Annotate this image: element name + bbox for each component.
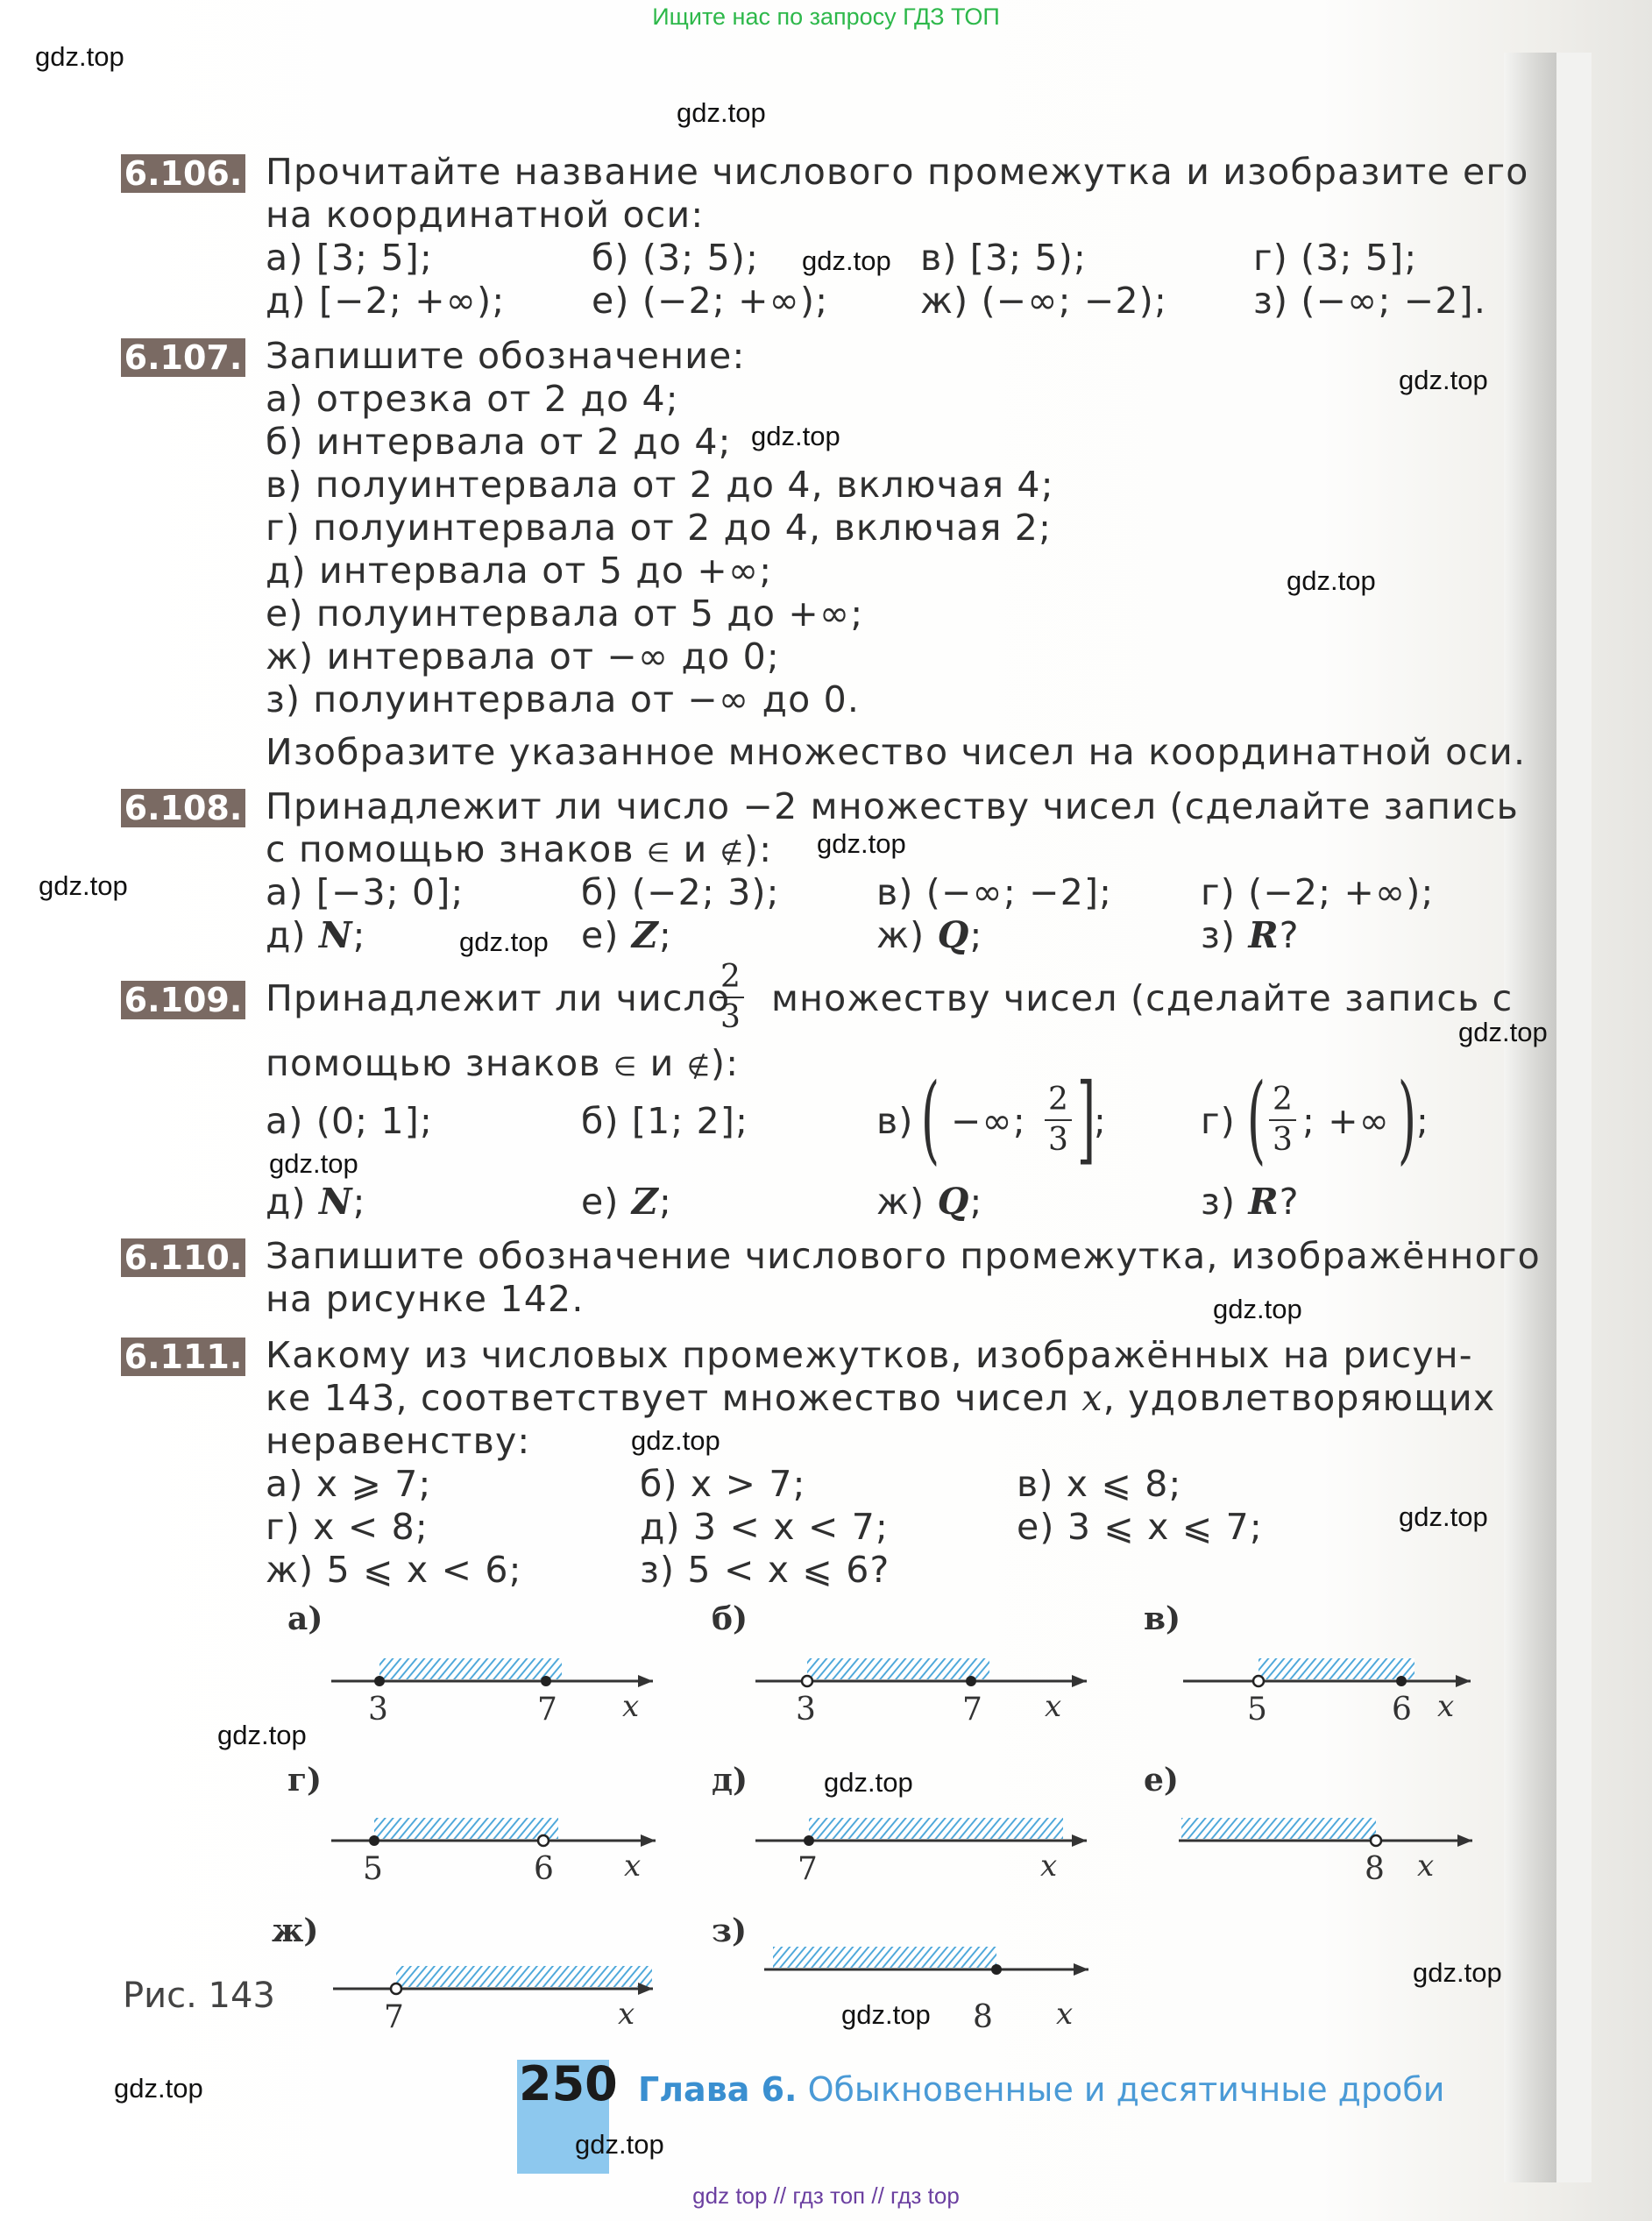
axis-arrow — [1456, 1675, 1471, 1687]
item-end: ; — [969, 1181, 983, 1223]
watermark: gdz.top — [39, 870, 128, 901]
item-letter: е) — [581, 914, 620, 956]
point-label: 8 — [1365, 1851, 1385, 1887]
axis-variable-label: x — [618, 1997, 635, 2032]
point-label: 7 — [384, 1999, 404, 2035]
point-label: 6 — [534, 1851, 554, 1887]
exercise-6-109-line2-start: помощью знаков — [266, 1042, 601, 1084]
figure-panel-label-e: е) — [1144, 1762, 1179, 1799]
item-letter: д) — [266, 914, 307, 956]
exercise-6-108-text-line1: Принадлежит ли число −2 множеству чисел (сделайте запись — [266, 785, 1520, 827]
item-letter: е) — [581, 1181, 620, 1223]
item-letter: ж) — [876, 1181, 925, 1223]
exercise-6-109-item-g-letter: г) — [1201, 1100, 1236, 1142]
axis-arrow — [1072, 1834, 1087, 1847]
exercise-number-6-110: 6.110. — [121, 1238, 245, 1277]
watermark: gdz.top — [575, 2129, 664, 2160]
exercise-6-108-item-a: а) [−3; 0]; — [266, 871, 464, 913]
set-reals: R — [1248, 1181, 1280, 1223]
open-point — [538, 1835, 549, 1846]
watermark: gdz.top — [824, 1767, 913, 1798]
exercise-6-107-footer: Изобразите указанное множество чисел на координатной оси. — [266, 731, 1527, 773]
exercise-6-108-item-v: в) (−∞; −2]; — [876, 871, 1113, 913]
point-label: 7 — [962, 1692, 982, 1728]
number-line-v — [1183, 1658, 1471, 1728]
fraction-denominator: 3 — [1273, 1122, 1293, 1158]
exercise-number-6-107: 6.107. — [121, 338, 245, 377]
closed-point — [541, 1676, 551, 1686]
exercise-6-108-line2-end: ): — [744, 828, 773, 870]
element-of-symbol: ∈ — [613, 1052, 638, 1082]
item-letter: з) — [1201, 914, 1237, 956]
axis-arrow — [1072, 1675, 1087, 1687]
item-end: ; — [352, 1181, 366, 1223]
variable-x: x — [1081, 1377, 1103, 1419]
exercise-6-111-item-zh: ж) 5 ⩽ x < 6; — [266, 1549, 522, 1591]
element-of-symbol: ∈ — [647, 838, 671, 869]
figure-panel-label-d: д) — [712, 1762, 748, 1799]
figure-panel-label-zh: ж) — [272, 1912, 319, 1949]
number-line-a — [331, 1658, 653, 1728]
watermark: gdz.top — [269, 1148, 358, 1179]
exercise-6-106-item-e: е) (−2; +∞); — [592, 280, 829, 322]
exercise-6-110-text-line1: Запишите обозначение числового промежутка, изображённого — [266, 1235, 1541, 1277]
exercise-6-111-item-g: г) x < 8; — [266, 1506, 429, 1548]
point-label: 8 — [973, 1999, 993, 2035]
figure-panel-label-z: з) — [712, 1912, 748, 1949]
axis-variable-label: x — [1437, 1689, 1455, 1724]
exercise-6-108-line2-start: с помощью знаков — [266, 828, 635, 870]
axis-arrow — [638, 1675, 653, 1687]
set-naturals: N — [318, 914, 353, 956]
closed-point — [804, 1835, 814, 1846]
watermark: gdz.top — [114, 2073, 203, 2104]
number-line-zh — [333, 1966, 653, 2035]
hatched-region — [1181, 1818, 1376, 1839]
point-label: 7 — [537, 1692, 557, 1728]
exercise-6-106-item-z: з) (−∞; −2]. — [1253, 280, 1487, 322]
closed-point — [374, 1676, 385, 1686]
page-number: 250 — [519, 2056, 618, 2111]
exercise-6-111-text-line1: Какому из числовых промежутков, изображённых на рисун- — [266, 1334, 1473, 1376]
watermark: gdz.top — [677, 97, 766, 128]
watermark: gdz.top — [1213, 1294, 1302, 1324]
chapter-title — [638, 2070, 1444, 2109]
set-reals: R — [1248, 914, 1280, 956]
right-bracket: ] — [1076, 1062, 1096, 1174]
exercise-6-108-item-g: г) (−2; +∞); — [1201, 871, 1435, 913]
figure-panel-label-g: г) — [287, 1762, 323, 1799]
exercise-6-111-item-d: д) 3 < x < 7; — [640, 1506, 890, 1548]
bottom-banner: gdz top // гдз топ // гдз top — [692, 2182, 960, 2209]
watermark: gdz.top — [631, 1425, 720, 1456]
set-rationals: Q — [937, 1181, 970, 1223]
exercise-6-109-line2-end: ): — [711, 1042, 740, 1084]
item-end: ; — [352, 914, 366, 956]
exercise-6-109-item-v-inner: −∞; — [951, 1100, 1026, 1142]
watermark: gdz.top — [841, 1999, 931, 2030]
set-rationals: Q — [937, 914, 970, 956]
watermark: gdz.top — [802, 245, 891, 276]
hatched-region — [1258, 1658, 1414, 1679]
watermark: gdz.top — [459, 926, 549, 957]
closed-point — [369, 1835, 379, 1846]
closed-point — [1396, 1676, 1407, 1686]
exercise-6-111-text-line3: неравенству: — [266, 1420, 531, 1462]
exercise-6-107-text: Запишите обозначение: — [266, 335, 746, 377]
exercise-number-6-109: 6.109. — [121, 981, 245, 1019]
exercise-6-111-item-a: а) x ⩾ 7; — [266, 1463, 432, 1505]
hatched-region — [773, 1947, 996, 1968]
axis-arrow — [1074, 1963, 1088, 1976]
number-line-g — [331, 1818, 656, 1887]
line2-end: , удовлетворяющих — [1103, 1377, 1496, 1419]
exercise-6-107-item-v: в) полуинтервала от 2 до 4, включая 4; — [266, 464, 1054, 506]
exercise-6-109-item-g-tail: ; +∞ — [1302, 1100, 1391, 1142]
top-banner: Ищите нас по запросу ГДЗ ТОП — [652, 4, 1000, 30]
exercise-6-107-item-zh: ж) интервала от −∞ до 0; — [266, 635, 780, 678]
exercise-6-111-item-v: в) x ⩽ 8; — [1017, 1463, 1182, 1505]
item-end: ; — [659, 1181, 673, 1223]
open-point — [802, 1676, 812, 1686]
fraction-numerator: 2 — [1269, 1081, 1296, 1121]
number-line-b — [755, 1658, 1087, 1728]
exercise-6-110-text-line2: на рисунке 142. — [266, 1278, 585, 1320]
figure-panel-label-b: б) — [712, 1600, 748, 1637]
exercise-number-6-106: 6.106. — [121, 154, 245, 193]
point-label: 5 — [363, 1851, 383, 1887]
point-label: 7 — [798, 1851, 818, 1887]
exercise-6-106-item-a: а) [3; 5]; — [266, 237, 433, 279]
fraction-denominator: 3 — [1048, 1122, 1068, 1158]
hatched-region — [396, 1966, 652, 1987]
exercise-6-107-item-z: з) полуинтервала от −∞ до 0. — [266, 678, 861, 720]
watermark: gdz.top — [817, 828, 906, 859]
axis-arrow — [1457, 1834, 1472, 1847]
exercise-6-106-item-zh: ж) (−∞; −2); — [920, 280, 1167, 322]
point-label: 6 — [1392, 1692, 1412, 1728]
watermark: gdz.top — [1413, 1957, 1502, 1988]
number-line-d — [755, 1818, 1087, 1887]
exercise-6-109-item-v-letter: в) — [876, 1100, 914, 1142]
fraction-numerator: 2 — [717, 958, 744, 998]
exercise-6-111-item-z: з) 5 < x ⩽ 6? — [640, 1549, 890, 1591]
exercise-6-106-item-b: б) (3; 5); — [592, 237, 760, 279]
axis-variable-label: x — [624, 1848, 642, 1884]
not-element-of-symbol: ∉ — [686, 1052, 712, 1082]
exercise-6-109-item-g-end: ; — [1416, 1100, 1430, 1142]
exercise-6-109-text-line1-end: множеству чисел (сделайте запись с — [771, 977, 1514, 1019]
exercise-6-111-item-e: е) 3 ⩽ x ⩽ 7; — [1017, 1506, 1263, 1548]
exercise-6-106-item-d: д) [−2; +∞); — [266, 280, 506, 322]
figure-panel-label-a: а) — [287, 1600, 323, 1637]
axis-variable-label: x — [622, 1689, 640, 1724]
watermark: gdz.top — [1458, 1017, 1548, 1047]
exercise-6-107-item-b: б) интервала от 2 до 4; — [266, 421, 732, 463]
conjunction: и — [649, 1042, 675, 1084]
hatched-region — [379, 1658, 562, 1679]
item-letter: з) — [1201, 1181, 1237, 1223]
exercise-6-106-text-line1: Прочитайте название числового промежутка и изобразите его — [266, 151, 1529, 193]
fraction-denominator: 3 — [720, 999, 741, 1035]
exercise-6-109-item-b: б) [1; 2]; — [581, 1100, 749, 1142]
set-integers: Z — [631, 914, 659, 956]
point-label: 5 — [1247, 1692, 1267, 1728]
open-point — [1253, 1676, 1264, 1686]
watermark: gdz.top — [751, 421, 840, 451]
hatched-region — [374, 1818, 558, 1839]
axis-variable-label: x — [1417, 1848, 1435, 1884]
right-paren: ) — [1397, 1062, 1417, 1174]
item-end: ; — [969, 914, 983, 956]
axis-arrow — [641, 1834, 656, 1847]
exercise-6-109-item-a: а) (0; 1]; — [266, 1100, 433, 1142]
number-line-e — [1179, 1818, 1472, 1887]
left-paren: ( — [1246, 1062, 1266, 1174]
point-label: 3 — [368, 1692, 388, 1728]
watermark: gdz.top — [1287, 565, 1376, 596]
axis-variable-label: x — [1045, 1689, 1062, 1724]
watermark: gdz.top — [1399, 365, 1488, 395]
exercise-6-108-item-b: б) (−2; 3); — [581, 871, 780, 913]
point-label: 3 — [796, 1692, 816, 1728]
exercise-number-6-111: 6.111. — [121, 1338, 245, 1376]
watermark: gdz.top — [35, 41, 124, 72]
item-end: ; — [659, 914, 673, 956]
exercise-6-111-item-b: б) x > 7; — [640, 1463, 806, 1505]
closed-point — [966, 1676, 976, 1686]
axis-variable-label: x — [1056, 1997, 1074, 2032]
axis-variable-label: x — [1040, 1848, 1058, 1884]
exercise-6-106-item-v: в) [3; 5); — [920, 237, 1088, 279]
exercise-number-6-108: 6.108. — [121, 789, 245, 827]
open-point — [391, 1983, 401, 1994]
conjunction: и — [683, 828, 708, 870]
closed-point — [991, 1964, 1002, 1975]
exercise-6-107-item-a: а) отрезка от 2 до 4; — [266, 378, 679, 420]
item-end: ? — [1279, 914, 1300, 956]
chapter-name: Обыкновенные и десятичные дроби — [807, 2070, 1445, 2109]
exercise-6-107-item-g: г) полуинтервала от 2 до 4, включая 2; — [266, 507, 1053, 549]
set-naturals: N — [318, 1181, 353, 1223]
line2-start: ке 143, соответствует множество чисел — [266, 1377, 1070, 1419]
watermark: gdz.top — [1399, 1501, 1488, 1532]
exercise-6-109-item-v-tail: ; — [1094, 1100, 1108, 1142]
exercise-6-106-text-line2: на координатной оси: — [266, 194, 705, 236]
set-integers: Z — [631, 1181, 659, 1223]
figure-panel-label-v: в) — [1144, 1600, 1181, 1637]
open-point — [1371, 1835, 1381, 1846]
not-element-of-symbol: ∉ — [720, 838, 745, 869]
watermark: gdz.top — [217, 1720, 307, 1750]
exercise-6-109-text-line1-start: Принадлежит ли число — [266, 977, 731, 1019]
exercise-6-107-item-d: д) интервала от 5 до +∞; — [266, 550, 773, 592]
item-letter: д) — [266, 1181, 307, 1223]
exercise-6-106-item-g: г) (3; 5]; — [1253, 237, 1418, 279]
exercise-6-107-item-e: е) полуинтервала от 5 до +∞; — [266, 593, 864, 635]
item-letter: ж) — [876, 914, 925, 956]
left-paren: ( — [920, 1062, 940, 1174]
item-end: ? — [1279, 1181, 1300, 1223]
hatched-region — [809, 1818, 1063, 1839]
hatched-region — [807, 1658, 989, 1679]
figure-caption: Рис. 143 — [123, 1976, 275, 2016]
chapter-label: Глава 6. — [638, 2070, 798, 2109]
fraction-numerator: 2 — [1045, 1081, 1072, 1121]
